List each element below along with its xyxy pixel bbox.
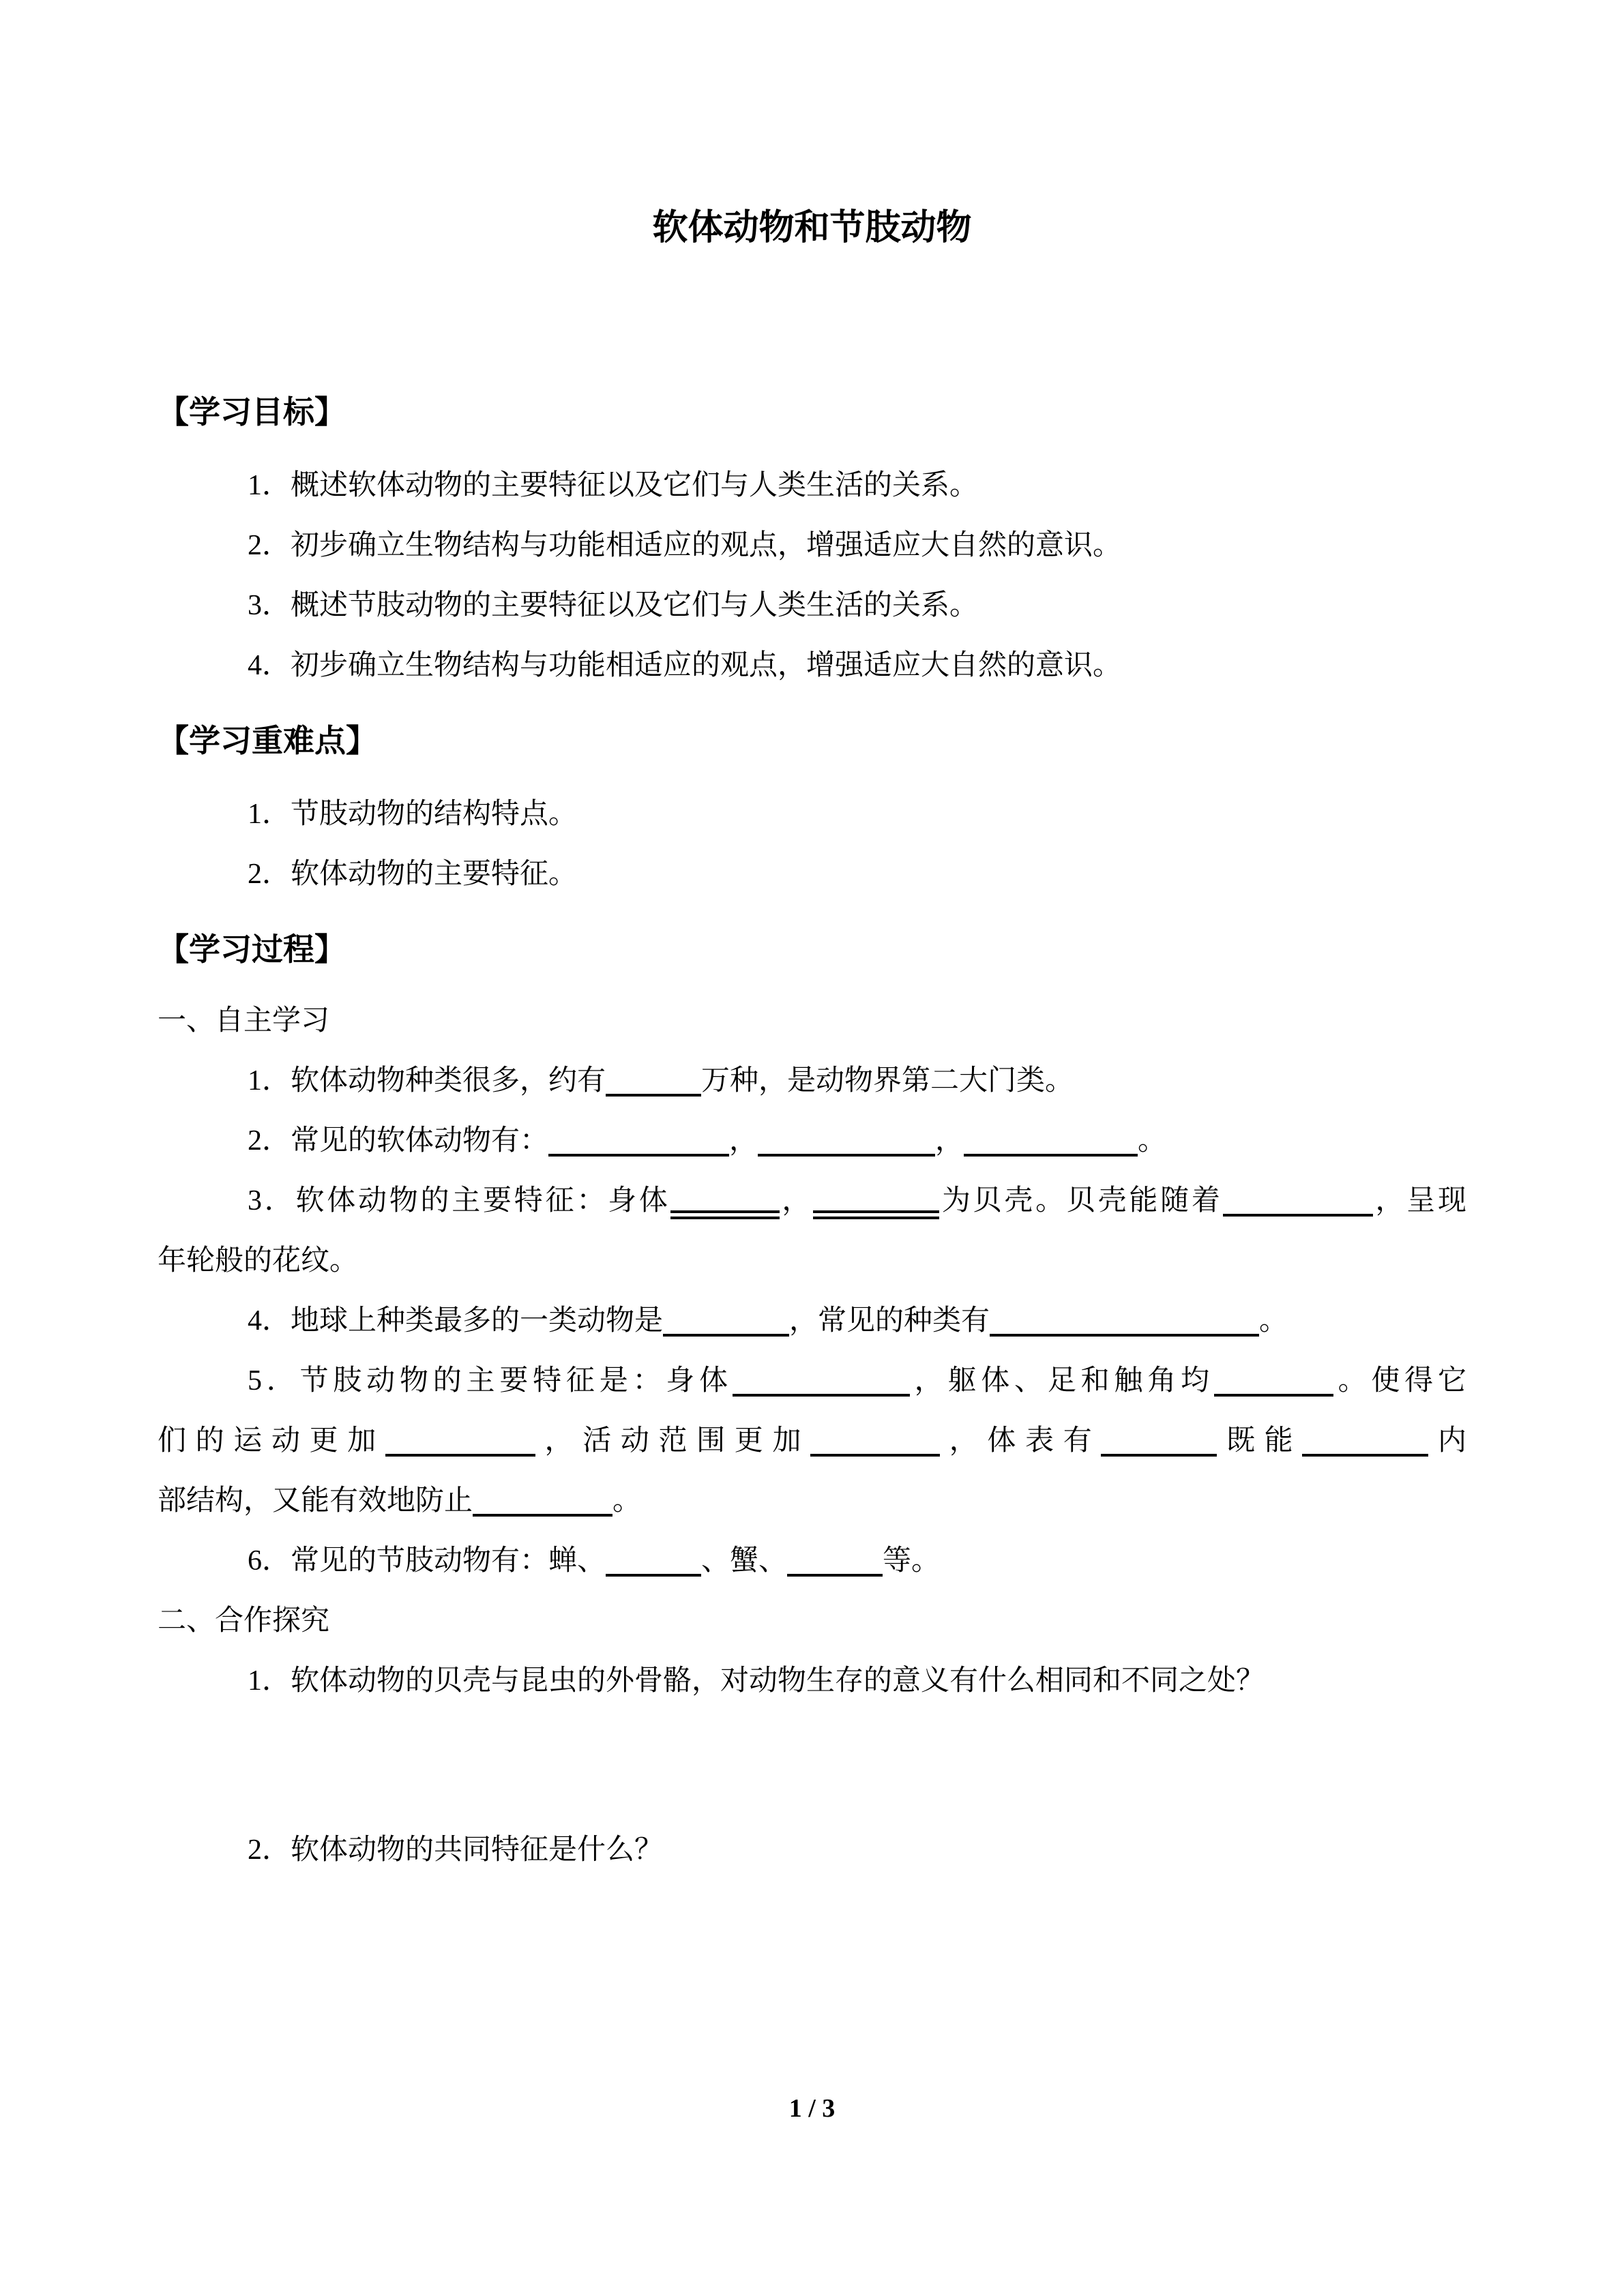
self-study-list <box>158 1051 1466 1591</box>
section-heading-process: 【学习过程】 <box>158 932 346 967</box>
text-run: ，活动范围更加 <box>535 1425 811 1457</box>
document-title: 软体动物和节肢动物 <box>652 209 972 248</box>
fill-in-blank <box>733 1369 910 1397</box>
fill-in-blank <box>670 1186 780 1219</box>
text-line <box>158 516 1466 576</box>
text-line <box>158 1820 1466 1880</box>
fill-in-blank <box>1214 1369 1333 1397</box>
text-run: ，常见的种类有 <box>789 1305 990 1337</box>
text-line <box>158 784 1466 844</box>
text-line <box>158 1291 1466 1351</box>
text-run: 内 <box>1428 1425 1466 1457</box>
text-run: 1．概述软体动物的主要特征以及它们与人类生活的关系。 <box>248 470 979 501</box>
part-heading-cooperative-inquiry: 二、合作探究 <box>158 1605 330 1637</box>
text-run: 2．软体动物的主要特征。 <box>248 859 578 890</box>
text-run: ， <box>779 1185 814 1217</box>
section-heading-objectives: 【学习目标】 <box>158 395 346 430</box>
text-run: 。 <box>1259 1305 1288 1337</box>
text-line <box>158 576 1466 636</box>
text-run: 。 <box>612 1485 642 1517</box>
fill-in-blank <box>758 1129 935 1157</box>
text-line <box>158 1411 1466 1471</box>
text-line <box>158 1231 1466 1291</box>
text-run: 既能 <box>1217 1425 1303 1457</box>
text-run: 1．软体动物的贝壳与昆虫的外骨骼，对动物生存的意义有什么相同和不同之处？ <box>248 1665 1265 1697</box>
fill-in-blank <box>787 1549 883 1577</box>
text-run: 5．节肢动物的主要特征是：身体 <box>248 1365 733 1397</box>
part-heading-self-study: 一、自主学习 <box>158 1005 330 1037</box>
text-run: 部结构，又能有效地防止 <box>158 1485 473 1517</box>
text-run: 1．软体动物种类很多，约有 <box>248 1065 606 1097</box>
text-run: 。 <box>1138 1125 1167 1157</box>
fill-in-blank <box>1101 1429 1217 1457</box>
text-line <box>158 1471 1466 1531</box>
text-run: 年轮般的花纹。 <box>158 1245 359 1277</box>
text-run: 。使得它 <box>1333 1365 1466 1397</box>
text-run: 4．地球上种类最多的一类动物是 <box>248 1305 664 1337</box>
text-run: 4．初步确立生物结构与功能相适应的观点，增强适应大自然的意识。 <box>248 650 1122 681</box>
fill-in-blank <box>964 1129 1138 1157</box>
text-run: 3．概述节肢动物的主要特征以及它们与人类生活的关系。 <box>248 590 979 621</box>
text-run: 3．软体动物的主要特征：身体 <box>248 1185 670 1217</box>
text-run: 2．软体动物的共同特征是什么？ <box>248 1834 664 1866</box>
text-run: 1．节肢动物的结构特点。 <box>248 799 578 830</box>
text-run: 2．初步确立生物结构与功能相适应的观点，增强适应大自然的意识。 <box>248 530 1122 561</box>
fill-in-blank <box>990 1309 1259 1337</box>
text-line <box>158 1651 1466 1711</box>
fill-in-blank <box>663 1309 789 1337</box>
text-run: 为贝壳。贝壳能随着 <box>939 1185 1223 1217</box>
text-run: 2．常见的软体动物有： <box>248 1125 549 1157</box>
fill-in-blank <box>813 1186 939 1219</box>
text-run: 6．常见的节肢动物有：蝉、 <box>248 1545 606 1577</box>
fill-in-blank <box>1302 1429 1428 1457</box>
text-line <box>158 1351 1466 1411</box>
text-run: 万种，是动物界第二大门类。 <box>701 1065 1074 1097</box>
fill-in-blank <box>606 1069 701 1097</box>
text-run: ，体表有 <box>940 1425 1102 1457</box>
objectives-list <box>158 456 1466 696</box>
text-line <box>158 1531 1466 1591</box>
page-number-indicator: 1 / 3 <box>788 2094 836 2123</box>
text-line <box>158 1171 1466 1231</box>
fill-in-blank <box>810 1429 940 1457</box>
text-line <box>158 636 1466 696</box>
text-run: ，躯体、足和触角均 <box>909 1365 1214 1397</box>
cooperative-inquiry-list <box>158 1651 1466 1880</box>
text-run: ， <box>729 1125 758 1157</box>
text-line <box>158 456 1466 516</box>
text-run: ，呈现 <box>1372 1185 1466 1217</box>
fill-in-blank <box>1223 1189 1373 1217</box>
text-run: ， <box>935 1125 964 1157</box>
text-run: 们的运动更加 <box>158 1425 385 1457</box>
text-run: 等。 <box>883 1545 941 1577</box>
section-heading-keypoints: 【学习重难点】 <box>158 724 377 758</box>
fill-in-blank <box>473 1489 612 1517</box>
text-line <box>158 1051 1466 1111</box>
keypoints-list <box>158 784 1466 904</box>
fill-in-blank <box>606 1549 701 1577</box>
fill-in-blank <box>548 1129 729 1157</box>
text-line <box>158 844 1466 904</box>
fill-in-blank <box>385 1429 535 1457</box>
text-run: 、蟹、 <box>701 1545 788 1577</box>
text-line <box>158 1111 1466 1171</box>
